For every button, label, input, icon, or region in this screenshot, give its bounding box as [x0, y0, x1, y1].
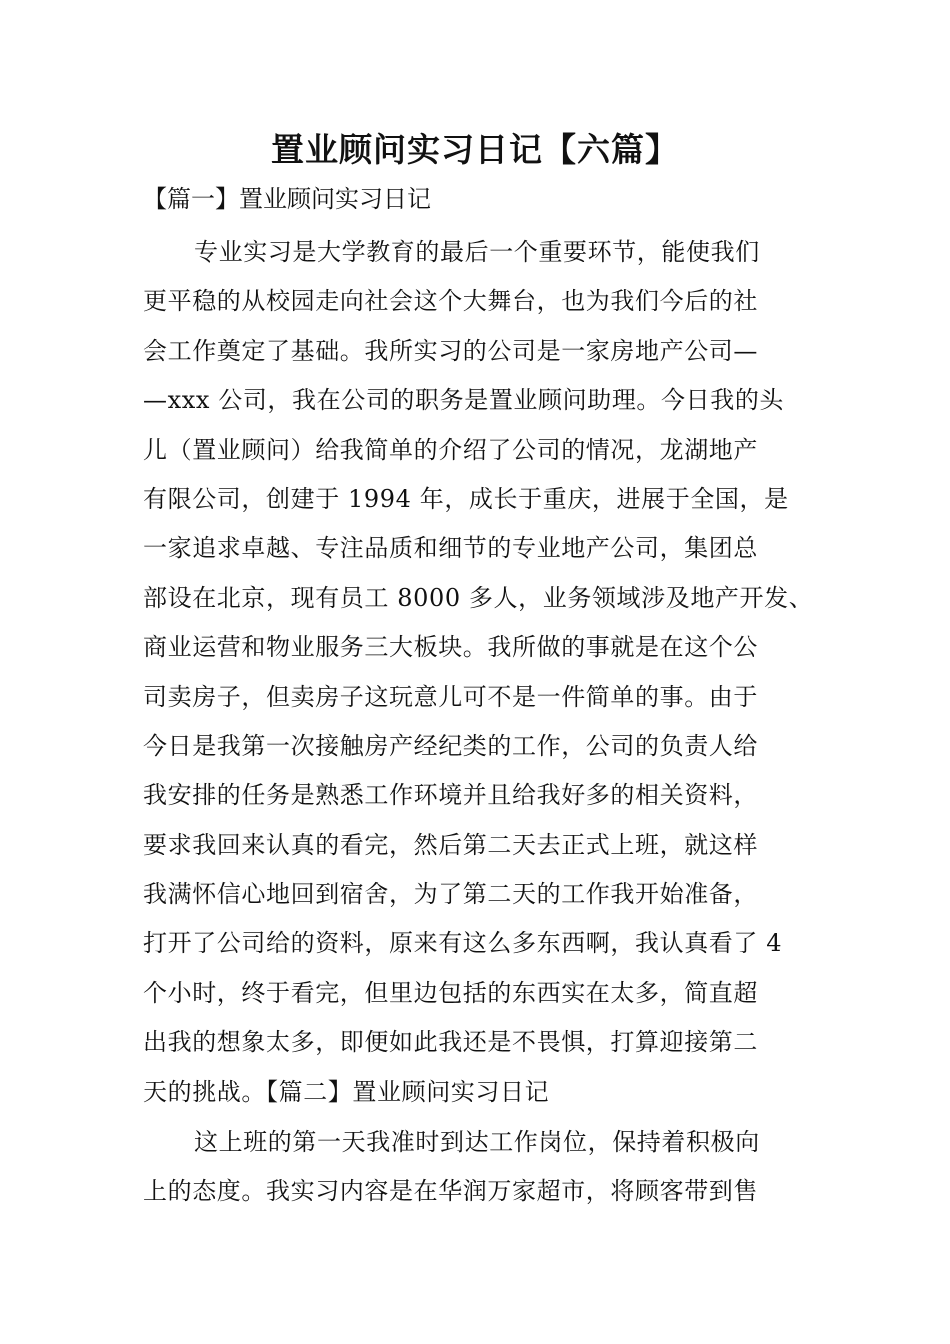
paragraph-line: 一家追求卓越、专注品质和细节的专业地产公司，集团总 — [143, 534, 758, 563]
paragraph-line: 上的态度。我实习内容是在华润万家超市，将顾客带到售 — [143, 1177, 758, 1206]
paragraph-line: 天的挑战。【篇二】置业顾问实习日记 — [143, 1077, 550, 1106]
paragraph-line: 商业运营和物业服务三大板块。我所做的事就是在这个公 — [143, 633, 758, 662]
paragraph-line: 个小时，终于看完，但里边包括的东西实在太多，简直超 — [143, 978, 758, 1007]
paragraph-line: 有限公司，创建于 1994 年，成长于重庆，进展于全国，是 — [143, 484, 789, 513]
paragraph-line: 今日是我第一次接触房产经纪类的工作，公司的负责人给 — [143, 731, 758, 760]
paragraph-line: —xxx 公司，我在公司的职务是置业顾问助理。今日我的头 — [143, 386, 785, 415]
paragraph-line: 专业实习是大学教育的最后一个重要环节，能使我们 — [194, 238, 760, 266]
paragraph-line: 司卖房子，但卖房子这玩意儿可不是一件简单的事。由于 — [143, 682, 758, 711]
paragraph-line: 我安排的任务是熟悉工作环境并且给我好多的相关资料， — [143, 781, 758, 810]
paragraph-line: 我满怀信心地回到宿舍，为了第二天的工作我开始准备， — [143, 880, 758, 909]
paragraph-line: 会工作奠定了基础。我所实习的公司是一家房地产公司— — [143, 336, 758, 365]
paragraph-line: 儿（置业顾问）给我简单的介绍了公司的情况，龙湖地产 — [143, 435, 758, 464]
section-heading: 【篇一】置业顾问实习日记 — [143, 185, 431, 213]
paragraph-line: 出我的想象太多，即便如此我还是不畏惧，打算迎接第二 — [143, 1028, 758, 1057]
paragraph-1 — [143, 228, 823, 1117]
paragraph-line: 打开了公司给的资料，原来有这么多东西啊，我认真看了 4 — [143, 929, 783, 958]
paragraph-line: 要求我回来认真的看完，然后第二天去正式上班，就这样 — [143, 830, 758, 859]
paragraph-line: 部设在北京，现有员工 8000 多人，业务领域涉及地产开发、 — [143, 583, 814, 612]
paragraph-line: 这上班的第一天我准时到达工作岗位，保持着积极向 — [194, 1128, 760, 1156]
paragraph-line: 更平稳的从校园走向社会这个大舞台，也为我们今后的社 — [143, 287, 758, 316]
paragraph-2 — [143, 1118, 823, 1217]
document-title: 置业顾问实习日记【六篇】 — [271, 130, 679, 169]
